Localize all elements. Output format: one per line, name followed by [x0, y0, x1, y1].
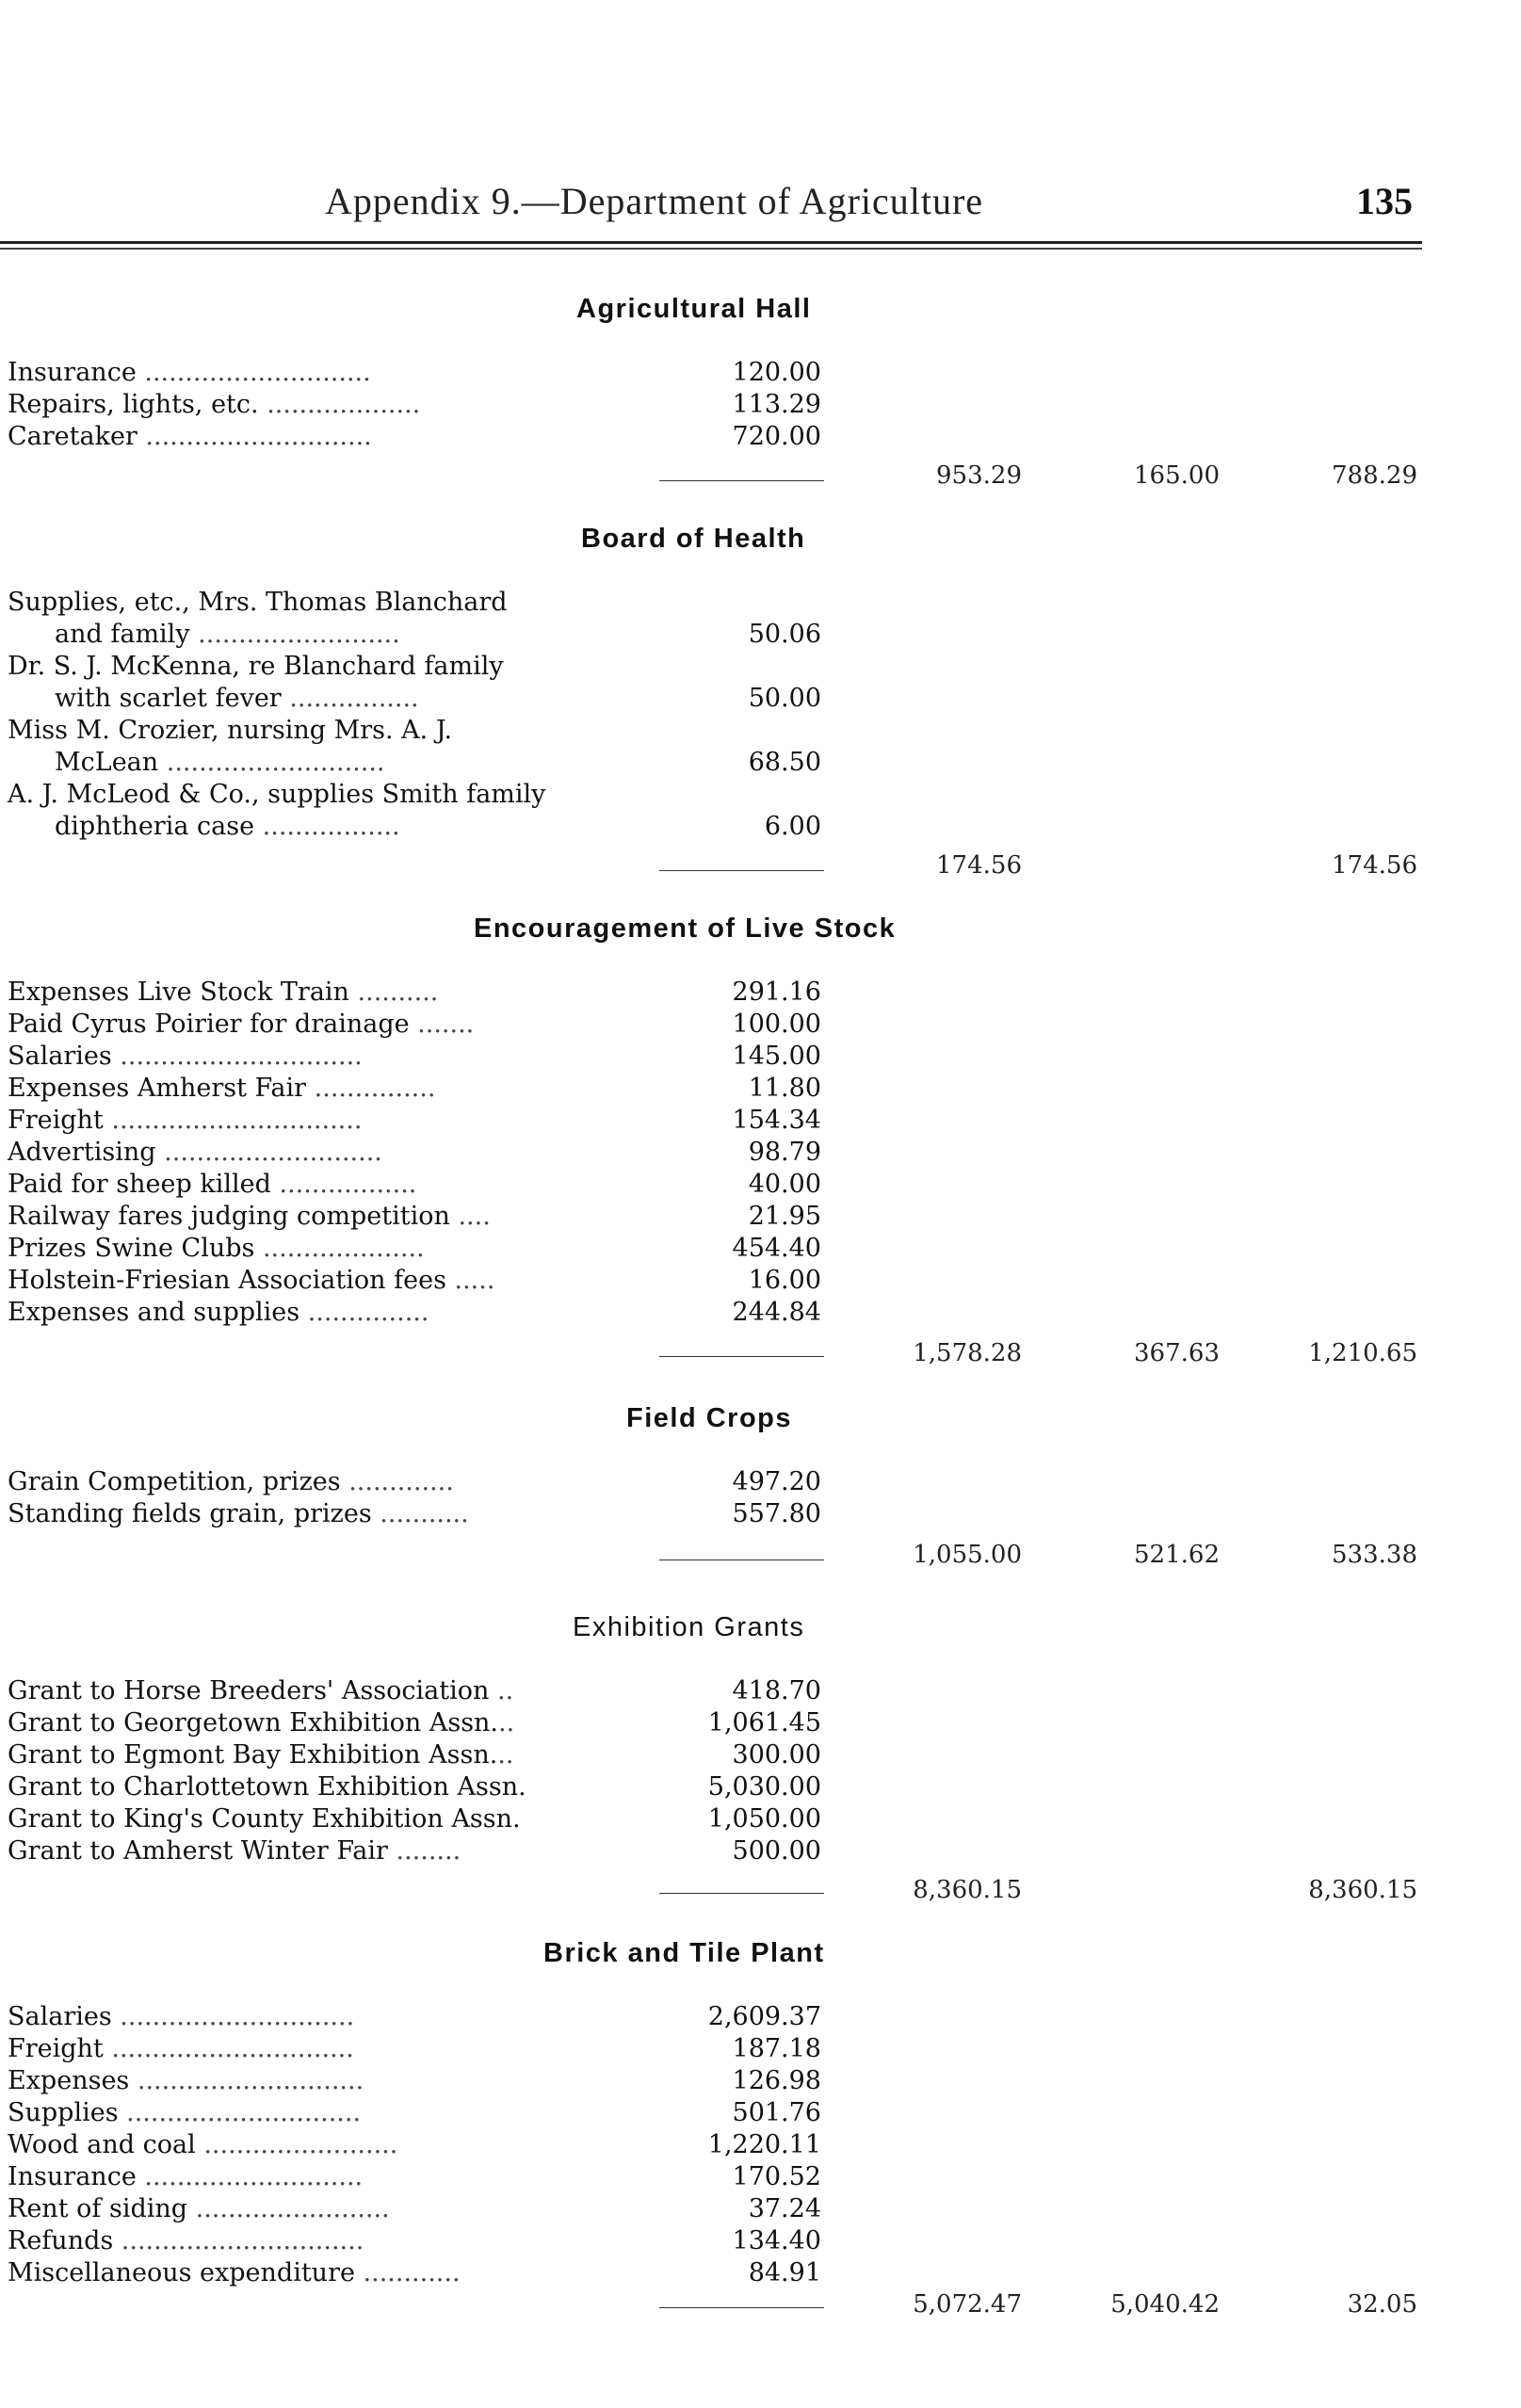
line-item: Salaries ............................. [8, 2002, 355, 2031]
line-item-amount: 1,050.00 [707, 1804, 821, 1834]
sum-line [659, 870, 824, 871]
total-net: 788.29 [1332, 461, 1417, 490]
line-item: Supplies ............................. [8, 2098, 362, 2127]
line-item-continued: McLean ........................... [55, 748, 385, 777]
line-item: Standing fields grain, prizes ........... [8, 1499, 469, 1528]
line-item: A. J. McLeod & Co., supplies Smith family [8, 780, 546, 809]
line-item-amount: 40.00 [748, 1170, 821, 1199]
line-item: Grant to Charlottetown Exhibition Assn. [8, 1772, 526, 1802]
line-item-amount: 11.80 [748, 1074, 821, 1103]
line-item: Grant to King's County Exhibition Assn. [8, 1804, 521, 1834]
line-item-amount: 98.79 [748, 1138, 821, 1167]
line-item: Wood and coal ........................ [8, 2130, 398, 2159]
line-item-amount: 497.20 [732, 1467, 821, 1496]
total-gross: 8,360.15 [913, 1876, 1022, 1904]
line-item-amount: 1,220.11 [707, 2130, 821, 2159]
line-item: Miss M. Crozier, nursing Mrs. A. J. [8, 716, 453, 745]
line-item-amount: 2,609.37 [707, 2002, 821, 2031]
sum-line [659, 2307, 824, 2308]
header-rule [0, 241, 1422, 244]
section-title: Encouragement of Live Stock [474, 913, 897, 944]
line-item-amount: 291.16 [732, 978, 821, 1007]
line-item-amount: 170.52 [732, 2162, 821, 2191]
line-item: Holstein-Friesian Association fees ..... [8, 1266, 495, 1295]
line-item: Caretaker ............................ [8, 422, 372, 451]
page-title: Appendix 9.—Department of Agriculture [325, 180, 984, 222]
line-item: Repairs, lights, etc. ................... [8, 390, 421, 419]
total-gross: 1,055.00 [913, 1541, 1022, 1569]
line-item-amount: 5,030.00 [707, 1772, 821, 1802]
total-gross: 1,578.28 [913, 1339, 1022, 1367]
line-item: Salaries .............................. [8, 1042, 363, 1071]
section-title: Field Crops [626, 1403, 793, 1433]
line-item-amount: 50.00 [748, 684, 821, 713]
total-net: 1,210.65 [1308, 1339, 1417, 1367]
section-title: Exhibition Grants [573, 1612, 805, 1642]
total-net: 32.05 [1347, 2290, 1417, 2319]
line-item-amount: 187.18 [732, 2034, 821, 2063]
line-item-amount: 720.00 [732, 422, 821, 451]
section-title: Agricultural Hall [576, 294, 812, 324]
line-item: Grant to Horse Breeders' Association .. [8, 1676, 514, 1705]
line-item-amount: 145.00 [732, 1042, 821, 1071]
line-item: Expenses Live Stock Train .......... [8, 978, 439, 1007]
page-number: 135 [1356, 180, 1413, 222]
line-item: Freight ............................... [8, 1106, 363, 1135]
line-item-amount: 454.40 [732, 1234, 821, 1263]
line-item: Miscellaneous expenditure ............ [8, 2258, 461, 2287]
line-item-amount: 68.50 [748, 748, 821, 777]
line-item: Railway fares judging competition .... [8, 1202, 491, 1231]
line-item-amount: 120.00 [732, 358, 821, 387]
total-receipts: 165.00 [1134, 461, 1220, 490]
line-item: Supplies, etc., Mrs. Thomas Blanchard [8, 588, 508, 617]
line-item-amount: 6.00 [764, 812, 821, 841]
line-item-amount: 134.40 [732, 2226, 821, 2255]
line-item-amount: 300.00 [732, 1740, 821, 1770]
line-item: Insurance ............................ [8, 358, 371, 387]
line-item-amount: 418.70 [732, 1676, 821, 1705]
line-item: Rent of siding ........................ [8, 2194, 390, 2223]
line-item: Grain Competition, prizes ............. [8, 1467, 454, 1496]
total-gross: 5,072.47 [913, 2290, 1022, 2319]
total-receipts: 521.62 [1134, 1541, 1220, 1569]
line-item-amount: 557.80 [732, 1499, 821, 1528]
total-receipts: 5,040.42 [1110, 2290, 1220, 2319]
line-item: Grant to Egmont Bay Exhibition Assn... [8, 1740, 514, 1770]
line-item: Advertising ........................... [8, 1138, 382, 1167]
line-item-amount: 50.06 [748, 620, 821, 649]
total-net: 533.38 [1332, 1541, 1417, 1569]
line-item-amount: 154.34 [732, 1106, 821, 1135]
line-item-amount: 21.95 [748, 1202, 821, 1231]
total-net: 174.56 [1332, 851, 1417, 880]
line-item: Freight .............................. [8, 2034, 354, 2063]
line-item: Expenses Amherst Fair ............... [8, 1074, 436, 1103]
line-item-amount: 500.00 [732, 1836, 821, 1866]
line-item: Expenses ............................ [8, 2066, 364, 2095]
line-item: Paid for sheep killed ................. [8, 1170, 417, 1199]
line-item-continued: and family ......................... [55, 620, 400, 649]
line-item-amount: 126.98 [732, 2066, 821, 2095]
line-item-amount: 501.76 [732, 2098, 821, 2127]
line-item-amount: 84.91 [748, 2258, 821, 2287]
line-item: Expenses and supplies ............... [8, 1298, 429, 1327]
line-item: Dr. S. J. McKenna, re Blanchard family [8, 652, 504, 681]
line-item-amount: 37.24 [748, 2194, 821, 2223]
line-item: Grant to Georgetown Exhibition Assn... [8, 1708, 515, 1737]
total-gross: 174.56 [936, 851, 1022, 880]
line-item: Prizes Swine Clubs .................... [8, 1234, 425, 1263]
sum-line [659, 1893, 824, 1894]
total-gross: 953.29 [936, 461, 1022, 490]
line-item-continued: with scarlet fever ................ [55, 684, 419, 713]
section-title: Board of Health [581, 524, 806, 554]
line-item-amount: 16.00 [748, 1266, 821, 1295]
line-item: Refunds .............................. [8, 2226, 364, 2255]
section-title: Brick and Tile Plant [543, 1938, 825, 1968]
line-item: Insurance ........................... [8, 2162, 364, 2191]
sum-line [659, 1356, 824, 1357]
line-item-continued: diphtheria case ................. [55, 812, 400, 841]
total-receipts: 367.63 [1134, 1339, 1220, 1367]
line-item: Grant to Amherst Winter Fair ........ [8, 1836, 461, 1866]
line-item: Paid Cyrus Poirier for drainage ....... [8, 1010, 475, 1039]
line-item-amount: 113.29 [732, 390, 821, 419]
line-item-amount: 1,061.45 [707, 1708, 821, 1737]
header-rule-thin [0, 248, 1422, 250]
line-item-amount: 244.84 [732, 1298, 821, 1327]
line-item-amount: 100.00 [732, 1010, 821, 1039]
total-net: 8,360.15 [1308, 1876, 1417, 1904]
sum-line [659, 480, 824, 481]
